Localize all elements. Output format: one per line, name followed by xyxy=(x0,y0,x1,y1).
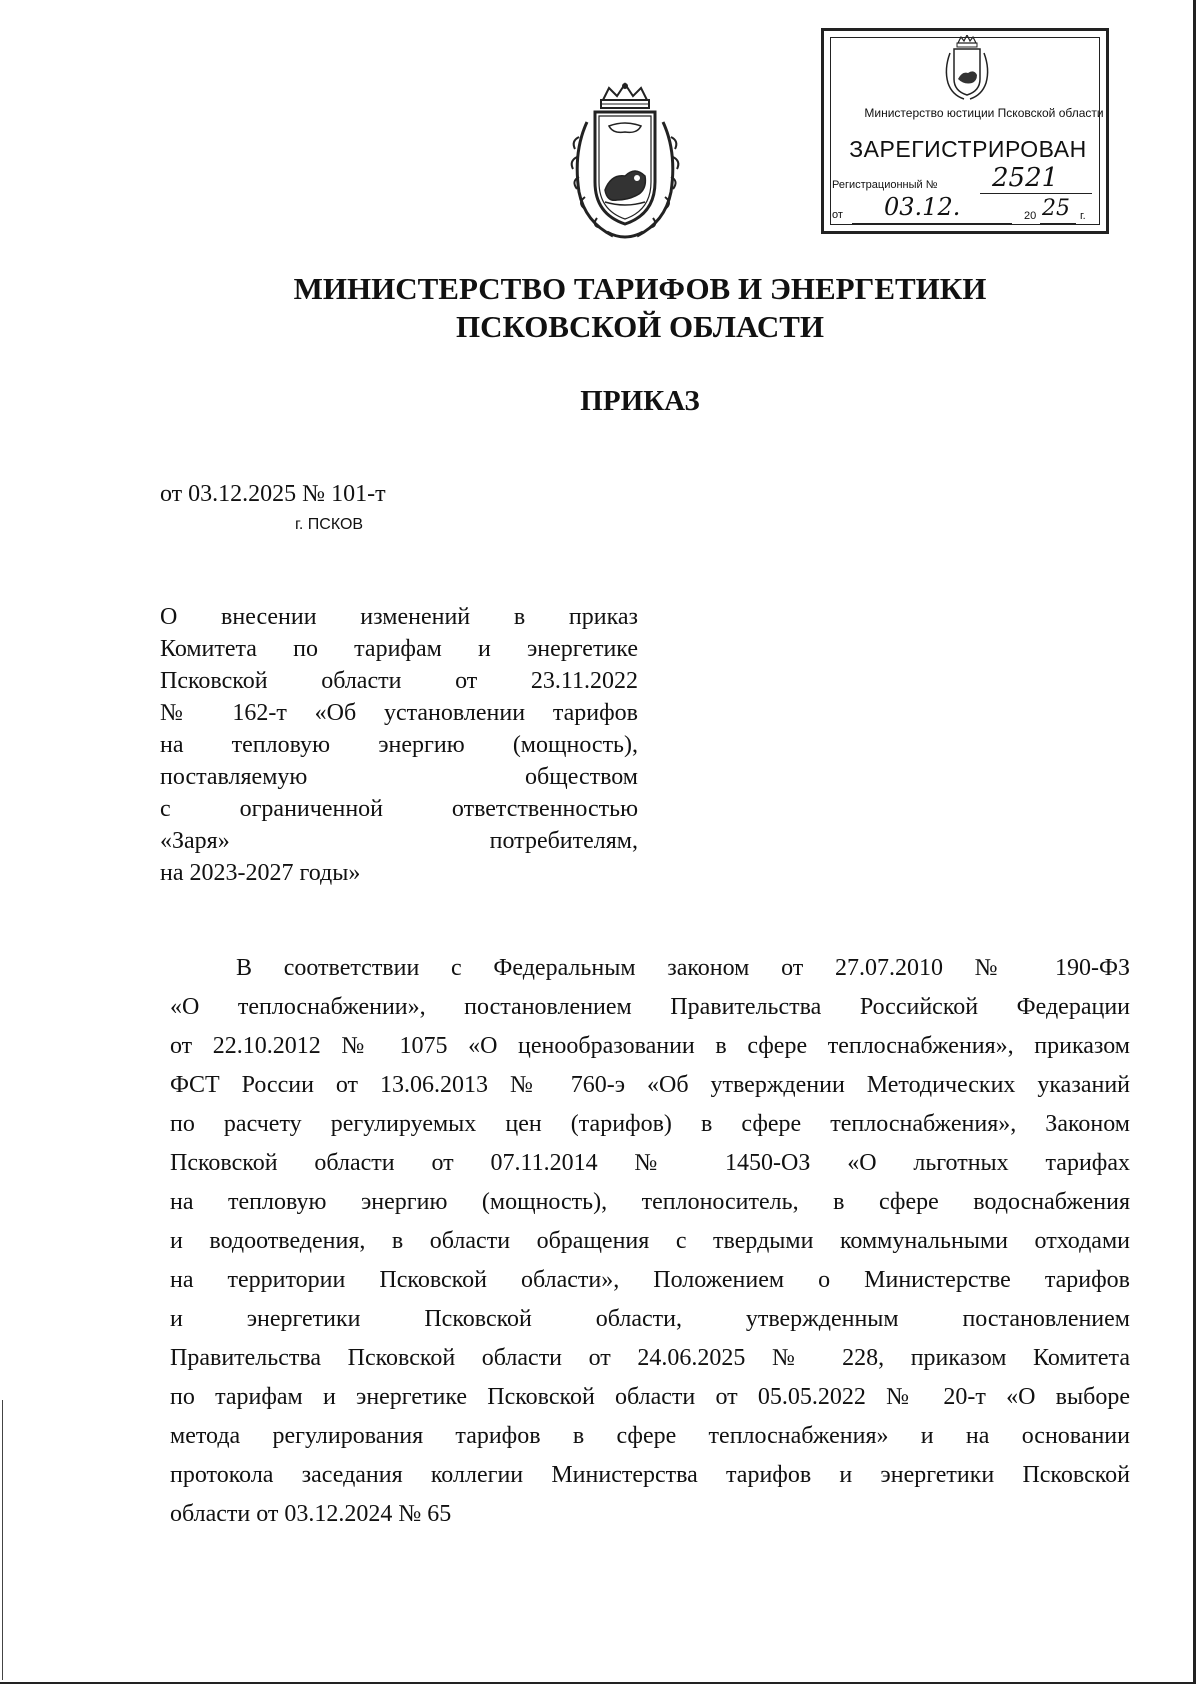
order-subject xyxy=(160,601,638,889)
subject-line: № 162-т «Об установлении тарифов xyxy=(160,700,638,726)
stamp-date-underline xyxy=(852,223,1012,224)
order-date-number: от 03.12.2025 № 101-т xyxy=(160,481,386,507)
document-type-title: ПРИКАЗ xyxy=(580,385,700,417)
order-city: г. ПСКОВ xyxy=(295,516,364,533)
body-line: Псковской области от 07.11.2014 № 1450-ОЗ «О льготных тарифах xyxy=(170,1150,1130,1176)
order-body-paragraph xyxy=(170,949,1130,1534)
body-line: от 22.10.2012 № 1075 «О ценообразовании в сфере теплоснабжения», приказом xyxy=(170,1033,1130,1059)
body-line: В соответствии с Федеральным законом от 27.07.2010 № 190-ФЗ xyxy=(236,955,1130,981)
stamp-ministry-name: Министерство юстиции Псковской области xyxy=(864,106,1104,120)
subject-line: О внесении изменений в приказ xyxy=(160,604,638,630)
stamp-year-handwritten: 25 xyxy=(1042,196,1070,221)
body-line: и водоотведения, в области обращения с твердыми коммунальными отходами xyxy=(170,1228,1130,1254)
body-line: Правительства Псковской области от 24.06.2025 № 228, приказом Комитета xyxy=(170,1345,1130,1371)
stamp-date-from-label: от xyxy=(832,209,843,221)
body-line: на территории Псковской области», Положением о Министерстве тарифов xyxy=(170,1267,1130,1293)
body-line: по тарифам и энергетике Псковской области от 05.05.2022 № 20-т «О выборе xyxy=(170,1384,1130,1410)
subject-line: на тепловую энергию (мощность), xyxy=(160,732,638,758)
stamp-regnum-label: Регистрационный № xyxy=(832,179,938,191)
body-line: области от 03.12.2024 № 65 xyxy=(170,1501,452,1527)
stamp-year-underline xyxy=(1040,223,1076,224)
stamp-regnum-handwritten: 2521 xyxy=(992,163,1059,193)
stamp-registered-label: ЗАРЕГИСТРИРОВАН xyxy=(849,136,1087,162)
stamp-year-suffix: г. xyxy=(1080,210,1086,222)
body-line: на тепловую энергию (мощность), теплоноситель, в сфере водоснабжения xyxy=(170,1189,1130,1215)
subject-line: Псковской области от 23.11.2022 xyxy=(160,668,638,694)
body-line: по расчету регулируемых цен (тарифов) в сфере теплоснабжения», Законом xyxy=(170,1111,1130,1137)
ministry-heading-line-2: ПСКОВСКОЙ ОБЛАСТИ xyxy=(455,309,825,344)
body-line: «О теплоснабжении», постановлением Правительства Российской Федерации xyxy=(170,994,1130,1020)
coat-of-arms-emblem xyxy=(565,82,685,242)
subject-line: «Заря» потребителям, xyxy=(160,828,638,854)
subject-line: на 2023-2027 годы» xyxy=(160,860,361,886)
stamp-regnum-underline xyxy=(980,193,1092,194)
registration-stamp xyxy=(821,28,1109,234)
stamp-date-handwritten: 03.12. xyxy=(884,193,961,221)
stamp-coat-of-arms-icon xyxy=(942,35,992,101)
ministry-heading xyxy=(200,270,1080,346)
body-line: протокола заседания коллегии Министерства тарифов и энергетики Псковской xyxy=(170,1462,1130,1488)
subject-line: Комитета по тарифам и энергетике xyxy=(160,636,638,662)
body-line: ФСТ России от 13.06.2013 № 760-э «Об утверждении Методических указаний xyxy=(170,1072,1130,1098)
ministry-heading-line-1: МИНИСТЕРСТВО ТАРИФОВ И ЭНЕРГЕТИКИ xyxy=(293,271,987,306)
body-line: метода регулирования тарифов в сфере теплоснабжения» и на основании xyxy=(170,1423,1130,1449)
body-line: и энергетики Псковской области, утвержденным постановлением xyxy=(170,1306,1130,1332)
subject-line: поставляемую обществом xyxy=(160,764,638,790)
subject-line: с ограниченной ответственностью xyxy=(160,796,638,822)
stamp-year-prefix: 20 xyxy=(1024,210,1037,222)
page-edge-line xyxy=(2,1400,3,1680)
